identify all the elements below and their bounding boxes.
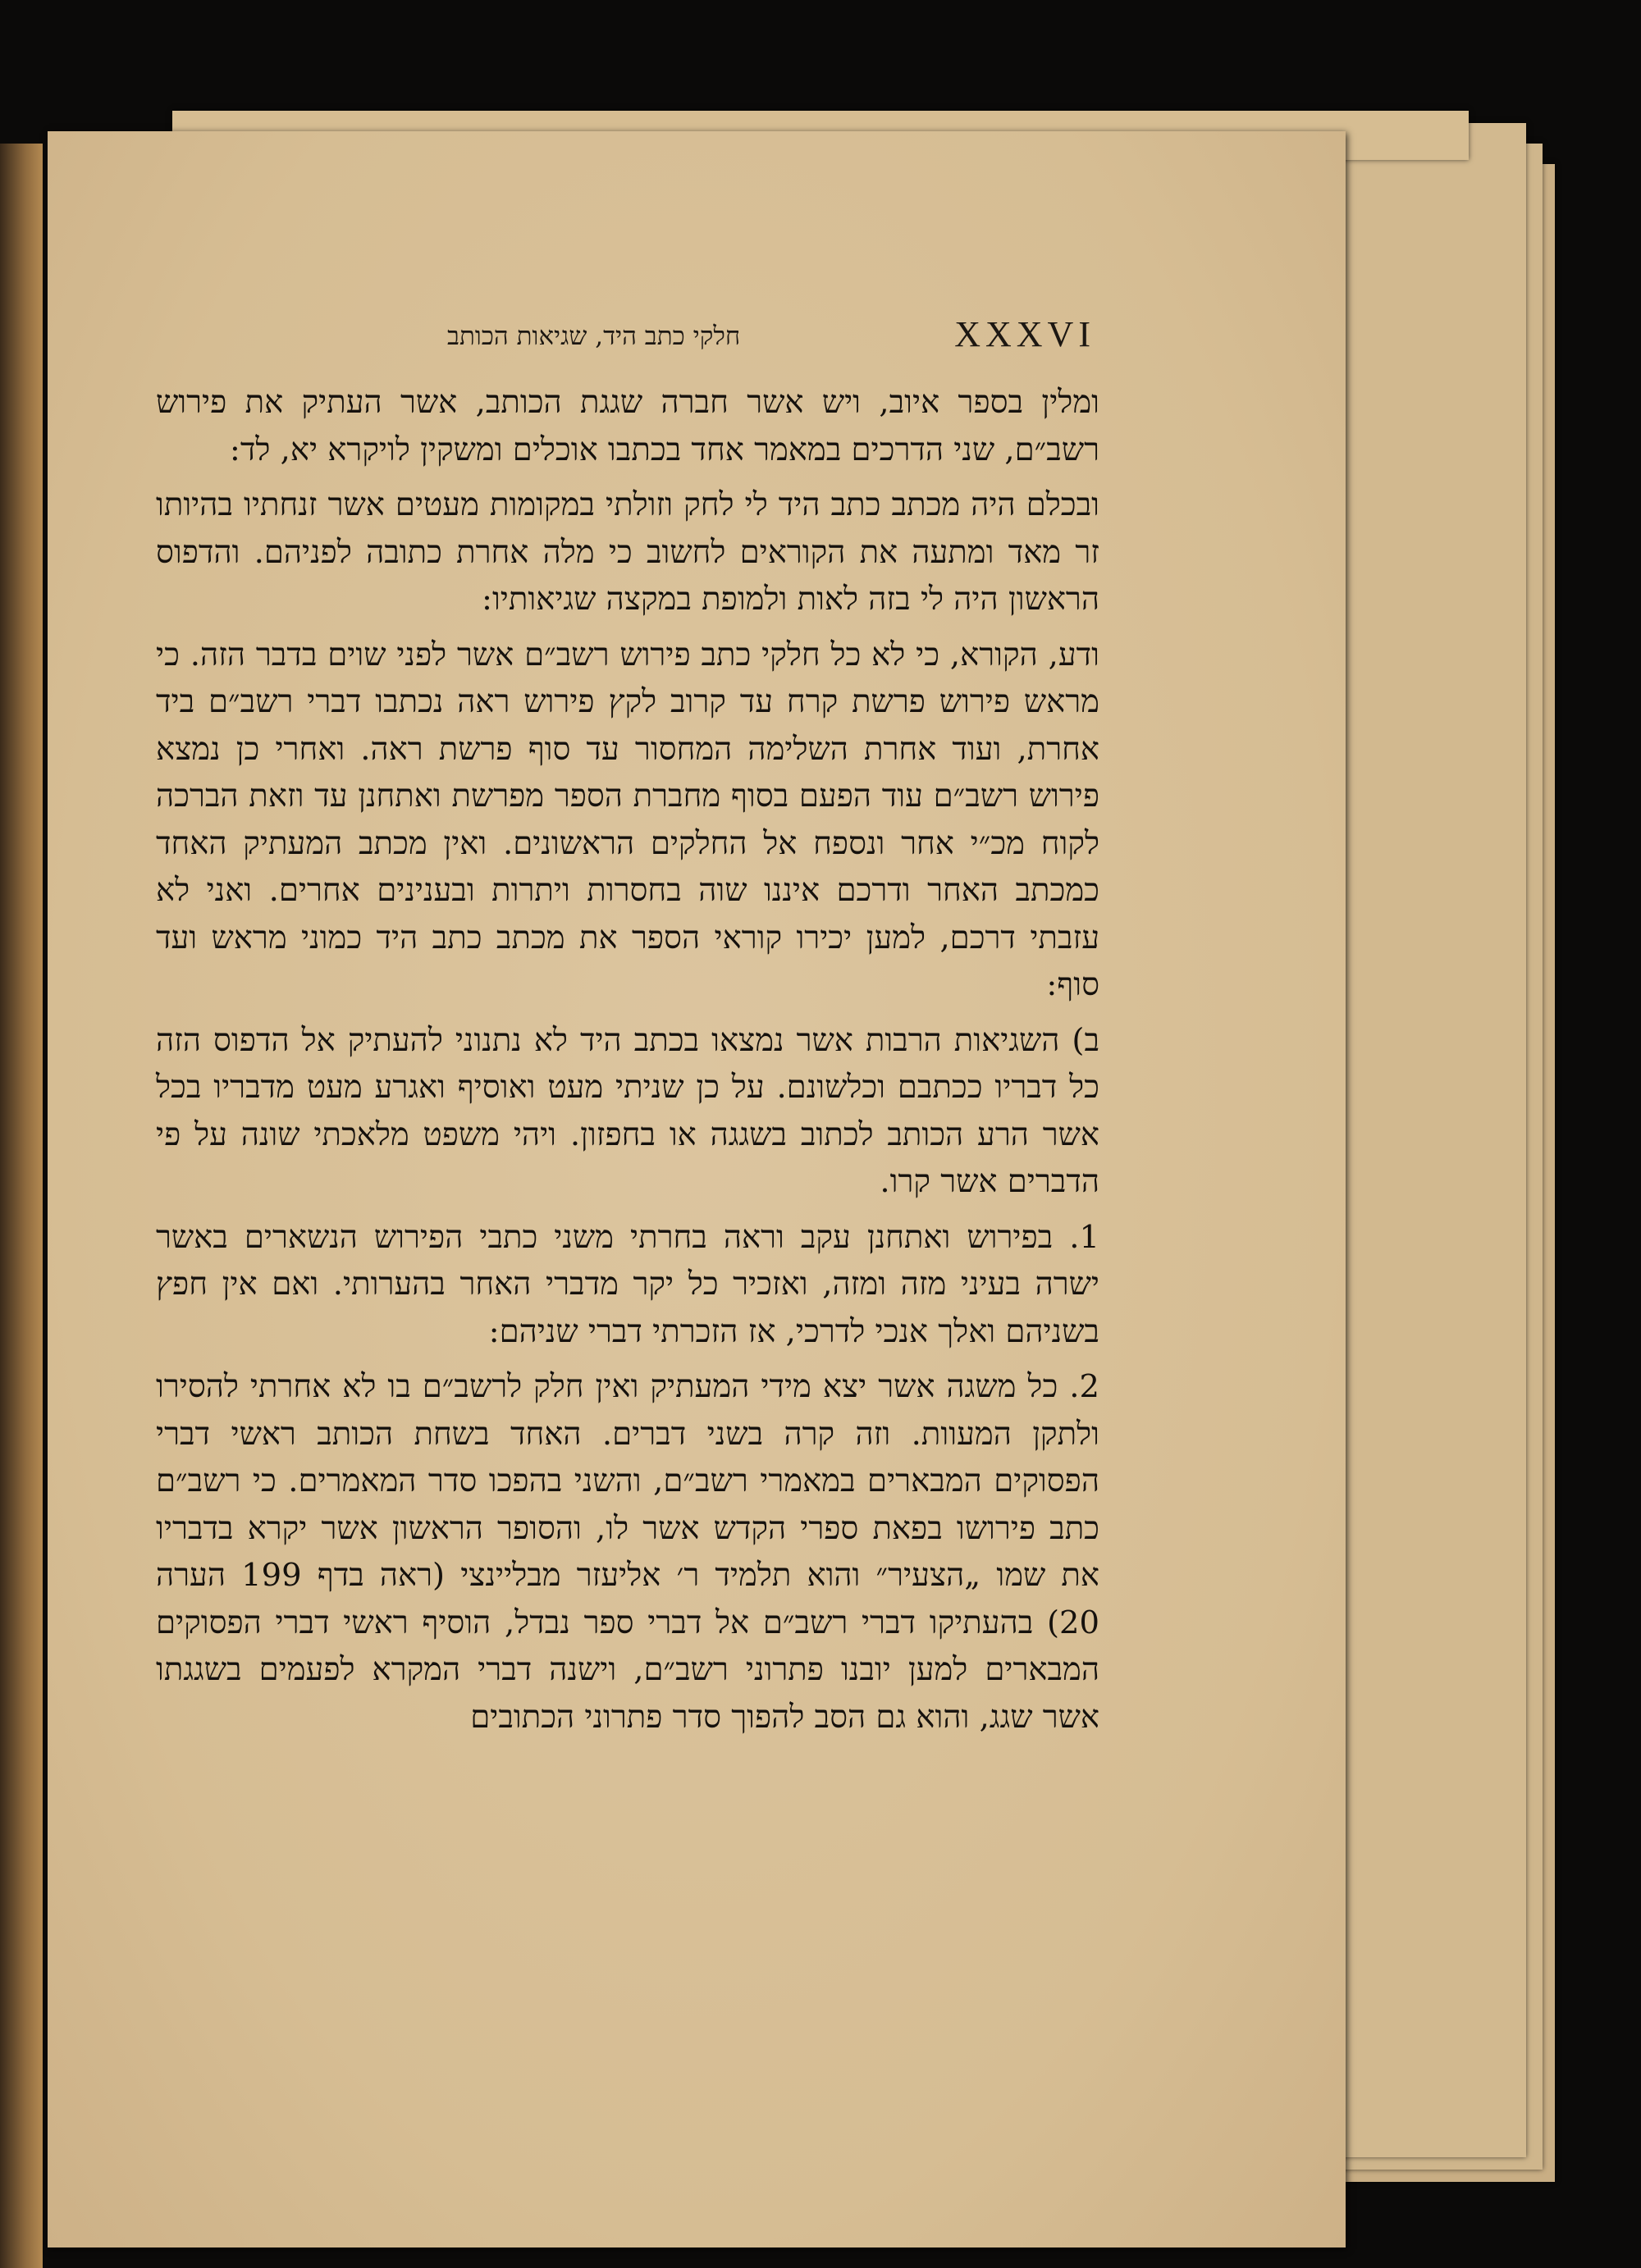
paragraph: ומלין בספר איוב, ויש אשר חברה שגגת הכותב, אשר העתיק את פירוש רשב״ם, שני הדרכים במאמר אחד בכתבו אוכלים ומשקין לויקרא יא, לד: bbox=[156, 384, 1099, 468]
paragraph: ב) השגיאות הרבות אשר נמצאו בכתב היד לא נתנוני להעתיק אל הדפוס הזה כל דבריו ככתבם וכלשונם. על כן שניתי מעט ואוסיף ואגרע מעט מדבריו בכל אשר הרע הכותב לכתוב בשגגה או בחפזון. ויהי משפט מלאכתי שונה על פי הדברים אשר קרו. bbox=[156, 1021, 1099, 1200]
paragraph: 2. כל משגה אשר יצא מידי המעתיק ואין חלק לרשב״ם בו לא אחרתי להסירו ולתקן המעוות. וזה קרה בשני דברים. האחד בשחת הכותב ראשי דברי הפסוקים המבארים במאמרי רשב״ם, והשני בהפכו סדר המאמרים. כי רשב״ם כתב פירושו בפאת ספרי הקדש אשר לו, והסופר הראשון אשר יקרא בדבריו את שמו „הצעיר״ והוא תלמיד ר׳ אליעזר מבליינצי (ראה בדף 199 הערה 20) בהעתיקו דברי רשב״ם אל דברי ספר נבדל, הוסיף ראשי דברי הפסוקים המבארים למען יובנו פתרוני רשב״ם, וישנה דברי המקרא לפעמים בשגגתו אשר שגג, והוא גם הסב להפוך סדר פתרוני הכתובים bbox=[156, 1368, 1099, 1736]
paragraph: ובכלם היה מכתב כתב היד לי לחק וזולתי במקומות מעטים אשר זנחתיו בהיותו זר מאד ומתעה את הקוראים לחשוב כי מלה אחרת כתובה לפניהם. והדפוס הראשון היה לי בזה לאות ולמופת במקצה שגיאותיו: bbox=[156, 486, 1099, 618]
page-header bbox=[447, 313, 1095, 363]
paragraph: 1. בפירוש ואתחנן עקב וראה בחרתי משני כתבי הפירוש הנשארים באשר ישרה בעיני מזה ומזה, ואזכיר כל יקר מדברי האחר בהערותי. ואם אין חפץ בשניהם ואלך אנכי לדרכי, אז הזכרתי דברי שניהם: bbox=[156, 1218, 1099, 1350]
running-head: חלקי כתב היד, שגיאות הכותב bbox=[447, 322, 741, 351]
paragraph: ודע, הקורא, כי לא כל חלקי כתב פירוש רשב״ם אשר לפני שוים בדבר הזה. כי מראש פירוש פרשת קרח עד קרוב לקץ פירוש ראה נכתבו דברי רשב״ם ביד אחרת, ועוד אחרת השלימה המחסור עד סוף פרשת ראה. ואחרי כן נמצא פירוש רשב״ם עוד הפעם בסוף מחברת הספר מפרשת ואתחנן עד וזאת הברכה לקוח מכ״י אחר ונספח אל החלקים הראשונים. ואין מכתב המעתיק האחד כמכתב האחר ודרכם איננו שוה בחסרות ויתרות ובענינים אחרים. ואני לא עזבתי דרכם, למען יכירו קוראי הספר את מכתב כתב היד כמוני מראש ועד סוף: bbox=[156, 636, 1099, 1003]
page-number: XXXVI bbox=[954, 314, 1095, 354]
body-text bbox=[156, 379, 1099, 1741]
book-binding-edge bbox=[0, 144, 43, 2268]
